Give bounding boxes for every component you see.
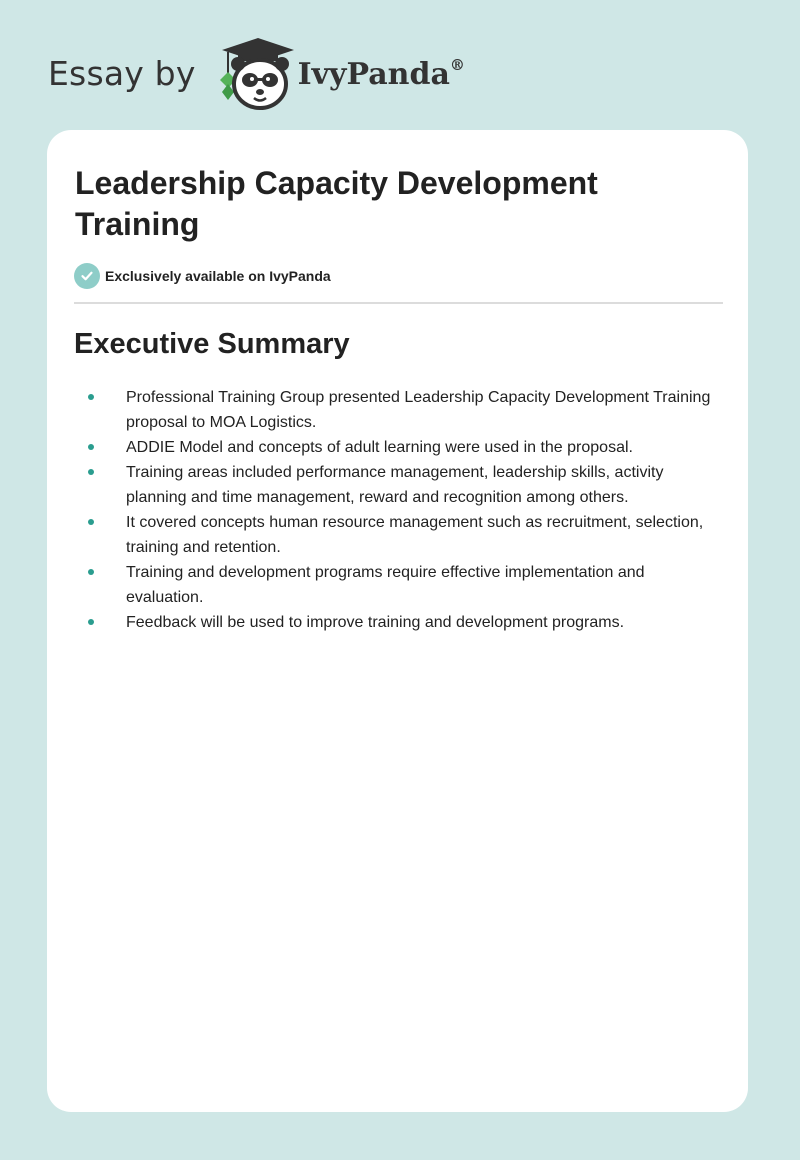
site-header (48, 36, 465, 110)
list-item (74, 610, 714, 635)
list-item-text: Training areas included performance management, leadership skills, activity planning and time management, reward and recognition among others. (126, 464, 664, 506)
list-item-text: Training and development programs require effective implementation and evaluation. (126, 564, 645, 606)
list-item-text: Professional Training Group presented Leadership Capacity Development Training proposal to MOA Logistics. (126, 389, 711, 431)
section-heading: Executive Summary (74, 328, 350, 360)
essay-by-label: Essay by (48, 53, 196, 93)
list-item (74, 435, 714, 460)
panda-graduate-logo-icon[interactable] (214, 36, 302, 110)
bullet-dot-icon (88, 569, 94, 575)
list-item (74, 560, 714, 610)
page-title: Leadership Capacity Development Training (75, 165, 598, 242)
exclusive-label: Exclusively available on IvyPanda (105, 268, 331, 284)
bullet-dot-icon (88, 394, 94, 400)
bullet-dot-icon (88, 469, 94, 475)
list-item (74, 385, 714, 435)
divider (74, 302, 723, 304)
bullet-dot-icon (88, 619, 94, 625)
bullet-dot-icon (88, 444, 94, 450)
list-item-text: It covered concepts human resource management such as recruitment, selection, training and retention. (126, 514, 704, 556)
list-item (74, 460, 714, 510)
list-item-text: ADDIE Model and concepts of adult learning were used in the proposal. (126, 439, 633, 456)
list-item-text: Feedback will be used to improve training and development programs. (126, 614, 625, 631)
summary-list (74, 385, 714, 635)
exclusive-badge (74, 263, 331, 289)
list-item (74, 510, 714, 560)
bullet-dot-icon (88, 519, 94, 525)
check-circle-icon (74, 263, 100, 289)
essay-card (47, 130, 748, 1112)
brand-name[interactable]: IvyPanda® (297, 56, 465, 92)
registered-mark: ® (449, 56, 465, 74)
